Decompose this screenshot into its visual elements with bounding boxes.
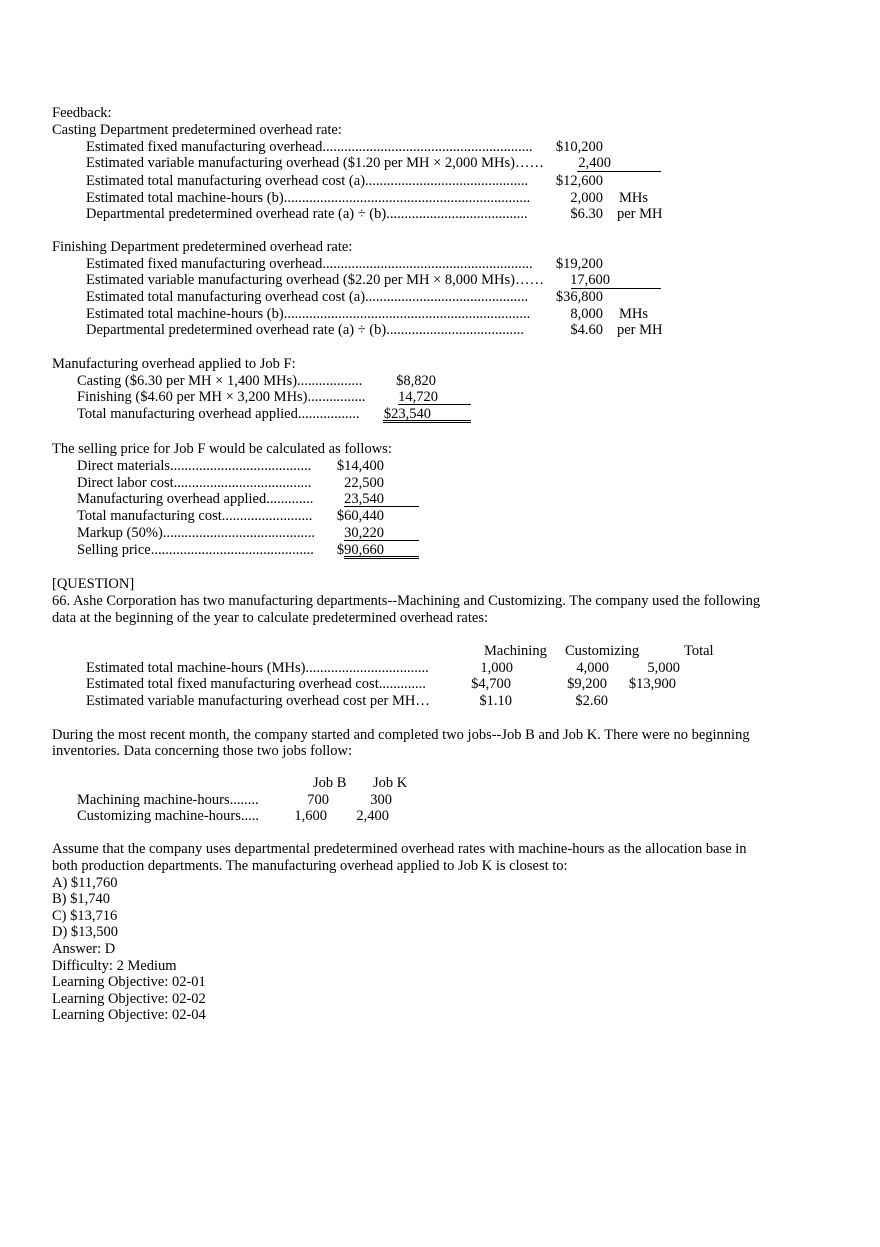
finishing-row-label: Departmental predetermined overhead rate (a) ÷ (b)...................................... <box>86 322 524 338</box>
subtotal-underline <box>398 404 471 405</box>
jobs-header: Job B <box>313 775 347 791</box>
rates-row-label: Estimated variable manufacturing overhead cost per MH… <box>86 693 430 709</box>
jobs-row-label: Customizing machine-hours..... <box>77 808 260 824</box>
selling-row-value: $90,660 <box>336 542 384 558</box>
casting-heading: Casting Department predetermined overhead rate: <box>52 122 342 138</box>
finishing-row-label: Estimated total machine-hours (b).................................................................... <box>86 306 531 322</box>
selling-row-value: 22,500 <box>344 475 384 491</box>
selling-row-value: 23,540 <box>344 491 384 507</box>
question-intro: 66. Ashe Corporation has two manufacturing departments--Machining and Customizing. The company used the following <box>52 593 761 609</box>
rates-cell: $13,900 <box>628 676 676 692</box>
total-double-underline <box>344 556 419 559</box>
rates-header: Machining <box>484 643 547 659</box>
finishing-row-label: Estimated fixed manufacturing overhead.......................................................... <box>86 256 533 272</box>
jobs-cell: 300 <box>370 792 392 808</box>
applied-row-value: $23,540 <box>383 406 431 422</box>
casting-row-value: 2,400 <box>578 155 611 171</box>
question-body: inventories. Data concerning those two jobs follow: <box>52 743 353 759</box>
casting-row-label: Departmental predetermined overhead rate (a) ÷ (b)....................................... <box>86 206 528 222</box>
applied-heading: Manufacturing overhead applied to Job F: <box>52 356 296 372</box>
jobs-header: Job K <box>373 775 408 791</box>
casting-row-label: Estimated fixed manufacturing overhead.......................................................... <box>86 139 533 155</box>
applied-row-label: Total manufacturing overhead applied................. <box>77 406 360 422</box>
finishing-row-value: 8,000 <box>570 306 603 322</box>
finishing-row-value: $36,800 <box>555 289 603 305</box>
casting-row-unit: MHs <box>619 190 649 206</box>
selling-heading: The selling price for Job F would be calculated as follows: <box>52 441 392 457</box>
rates-cell: 1,000 <box>480 660 513 676</box>
question-intro: data at the beginning of the year to calculate predetermined overhead rates: <box>52 610 489 626</box>
jobs-cell: 2,400 <box>356 808 389 824</box>
answer: Answer: D <box>52 941 116 957</box>
total-double-underline <box>383 420 471 423</box>
learning-objective: Learning Objective: 02-01 <box>52 974 206 990</box>
feedback-label: Feedback: <box>52 105 112 121</box>
choice-a: A) $11,760 <box>52 875 118 891</box>
selling-row-label: Direct materials....................................... <box>77 458 312 474</box>
jobs-row-label: Machining machine-hours........ <box>77 792 259 808</box>
jobs-cell: 1,600 <box>294 808 327 824</box>
finishing-row-value: 17,600 <box>570 272 610 288</box>
finishing-row-unit: per MH <box>617 322 663 338</box>
rates-cell: $9,200 <box>567 676 607 692</box>
learning-objective: Learning Objective: 02-02 <box>52 991 206 1007</box>
choice-b: B) $1,740 <box>52 891 110 907</box>
finishing-heading: Finishing Department predetermined overhead rate: <box>52 239 353 255</box>
subtotal-underline <box>344 506 419 507</box>
casting-row-label: Estimated total manufacturing overhead cost (a)............................................. <box>86 173 529 189</box>
finishing-row-value: $19,200 <box>555 256 603 272</box>
selling-row-label: Markup (50%).......................................... <box>77 525 316 541</box>
rates-row-label: Estimated total fixed manufacturing overhead cost............. <box>86 676 426 692</box>
rates-cell: $4,700 <box>471 676 511 692</box>
applied-row-value: $8,820 <box>396 373 436 389</box>
rates-cell: 5,000 <box>647 660 680 676</box>
casting-row-label: Estimated total machine-hours (b).................................................................... <box>86 190 531 206</box>
rates-cell: 4,000 <box>576 660 609 676</box>
selling-row-value: $14,400 <box>336 458 384 474</box>
jobs-cell: 700 <box>307 792 329 808</box>
finishing-row-unit: MHs <box>619 306 649 322</box>
casting-row-unit: per MH <box>617 206 663 222</box>
question-prompt: both production departments. The manufacturing overhead applied to Job K is closest to: <box>52 858 568 874</box>
rates-header: Total <box>684 643 714 659</box>
selling-row-label: Selling price............................................. <box>77 542 314 558</box>
question-body: During the most recent month, the company started and completed two jobs--Job B and Job K. There were no beginning <box>52 727 750 743</box>
subtotal-underline <box>344 540 419 541</box>
question-prompt: Assume that the company uses departmental predetermined overhead rates with machine-hours as the allocation base in <box>52 841 747 857</box>
rates-row-label: Estimated total machine-hours (MHs).................................. <box>86 660 429 676</box>
selling-row-label: Direct labor cost...................................... <box>77 475 312 491</box>
question-tag: [QUESTION] <box>52 576 135 592</box>
rates-cell: $2.60 <box>575 693 608 709</box>
subtotal-underline <box>577 171 661 172</box>
choice-c: C) $13,716 <box>52 908 118 924</box>
finishing-row-label: Estimated total manufacturing overhead cost (a)............................................. <box>86 289 529 305</box>
applied-row-value: 14,720 <box>398 389 438 405</box>
finishing-row-label: Estimated variable manufacturing overhead ($2.20 per MH × 8,000 MHs)…… <box>86 272 544 288</box>
applied-row-label: Casting ($6.30 per MH × 1,400 MHs).................. <box>77 373 363 389</box>
selling-row-value: 30,220 <box>344 525 384 541</box>
learning-objective: Learning Objective: 02-04 <box>52 1007 206 1023</box>
rates-header: Customizing <box>565 643 640 659</box>
choice-d: D) $13,500 <box>52 924 119 940</box>
casting-row-label: Estimated variable manufacturing overhead ($1.20 per MH × 2,000 MHs)…… <box>86 155 544 171</box>
casting-row-value: 2,000 <box>570 190 603 206</box>
selling-row-label: Manufacturing overhead applied............. <box>77 491 314 507</box>
casting-row-value: $12,600 <box>555 173 603 189</box>
applied-row-label: Finishing ($4.60 per MH × 3,200 MHs)................ <box>77 389 366 405</box>
selling-row-value: $60,440 <box>336 508 384 524</box>
finishing-row-value: $4.60 <box>570 322 603 338</box>
selling-row-label: Total manufacturing cost......................... <box>77 508 313 524</box>
casting-row-value: $10,200 <box>555 139 603 155</box>
rates-cell: $1.10 <box>479 693 512 709</box>
difficulty: Difficulty: 2 Medium <box>52 958 177 974</box>
casting-row-value: $6.30 <box>570 206 603 222</box>
